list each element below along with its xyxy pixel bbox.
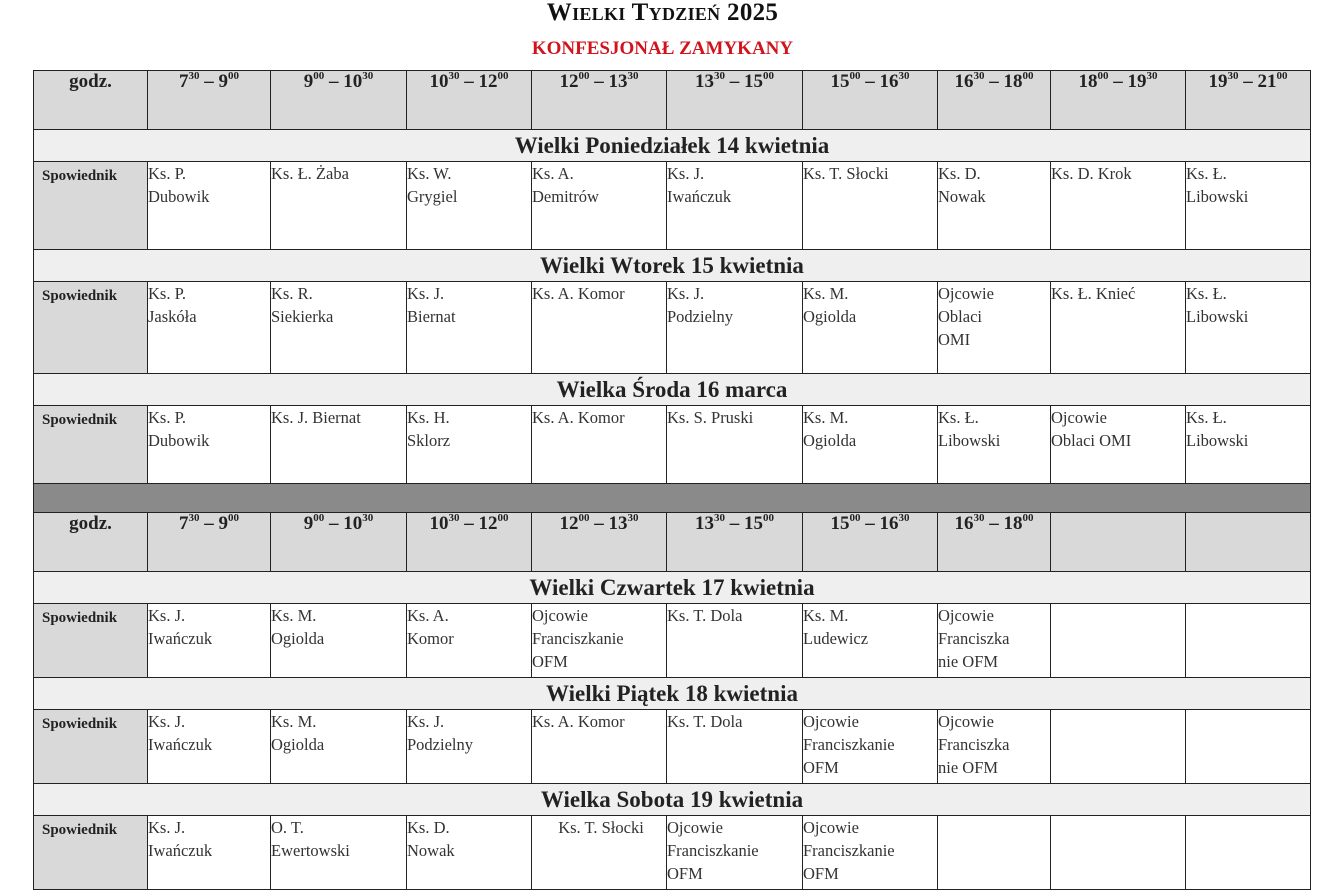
confessor-row <box>34 282 1311 374</box>
day-heading: Wielki Piątek 18 kwietnia <box>34 678 1311 710</box>
confessor-name: Ks. T. Dola <box>667 606 743 625</box>
time-slot-header: $18^{00} - 19^{30}$ <box>1051 71 1186 130</box>
slot-start-hour: 7 <box>179 71 189 92</box>
document-title: Wielki Tydzień 2025 <box>546 0 779 26</box>
slot-end-hour: 15 <box>744 71 763 92</box>
slot-end-minutes: 00 <box>497 512 509 524</box>
confessor-cell <box>532 406 667 484</box>
confessor-cell <box>532 282 667 374</box>
confessor-cell <box>667 710 803 784</box>
confessor-name: Ks. M. Ogiolda <box>803 284 857 326</box>
confessor-cell <box>1186 282 1311 374</box>
confessor-name: Ks. J. Iwańczuk <box>148 606 213 648</box>
slot-end-hour: 18 <box>1003 513 1023 534</box>
slot-start-hour: 7 <box>179 513 189 534</box>
header-row <box>34 513 1311 572</box>
row-label: Spowiednik <box>34 816 148 890</box>
slot-end-hour: 9 <box>218 513 228 534</box>
slot-start-minutes: 30 <box>714 512 725 524</box>
confession-schedule-table <box>33 70 1311 890</box>
confessor-cell <box>271 816 407 890</box>
confessor-name: Ks. Ł. Libowski <box>1186 284 1249 326</box>
day-heading-row <box>34 250 1311 282</box>
confessor-name: Ks. T. Słocki <box>558 818 644 837</box>
confessor-cell <box>271 162 407 250</box>
slot-end-minutes: 00 <box>763 512 774 524</box>
slot-start-hour: 15 <box>830 71 850 92</box>
confessor-cell <box>148 162 271 250</box>
confessor-name: Ks. Ł. Knieć <box>1051 284 1136 303</box>
confessor-name: Ojcowie Oblaci OMI <box>938 284 994 349</box>
confessor-cell <box>532 162 667 250</box>
confessor-cell <box>148 406 271 484</box>
confessor-cell <box>803 710 938 784</box>
slot-end-minutes: 30 <box>627 70 639 82</box>
slot-end-hour: 13 <box>608 513 628 534</box>
confessor-cell <box>148 816 271 890</box>
time-slot-header: $9^{00} - 10^{30}$ <box>271 71 407 130</box>
slot-start-hour: 13 <box>695 71 714 92</box>
slot-end-minutes: 30 <box>898 512 910 524</box>
empty-cell <box>1051 816 1186 890</box>
blank-header <box>1186 513 1311 572</box>
hours-label: godz. <box>34 71 148 130</box>
slot-end-hour: 10 <box>343 71 363 92</box>
slot-end-hour: 16 <box>879 513 899 534</box>
day-heading-row <box>34 572 1311 604</box>
confessor-cell <box>271 406 407 484</box>
slot-start-hour: 9 <box>303 71 314 92</box>
confessor-name: Ks. Ł. Libowski <box>938 408 1001 450</box>
confessor-name: Ks. M. Ogiolda <box>271 606 325 648</box>
confessor-name: Ks. T. Dola <box>667 712 743 731</box>
confessor-name: Ks. J. Podzielny <box>667 284 733 326</box>
confessor-cell <box>667 162 803 250</box>
slot-start-hour: 18 <box>1078 71 1098 92</box>
row-label: Spowiednik <box>34 162 148 250</box>
slot-start-hour: 16 <box>954 513 974 534</box>
slot-start-hour: 12 <box>559 71 579 92</box>
day-heading: Wielki Poniedziałek 14 kwietnia <box>34 130 1311 162</box>
confessor-name: Ks. J. Biernat <box>407 284 456 326</box>
confessor-cell <box>407 282 532 374</box>
confessor-name: Ks. D. Krok <box>1051 164 1132 183</box>
slot-end-hour: 12 <box>478 513 498 534</box>
time-slot-header: $10^{30} - 12^{00}$ <box>407 513 532 572</box>
slot-start-minutes: 30 <box>448 70 460 82</box>
day-heading: Wielki Wtorek 15 kwietnia <box>34 250 1311 282</box>
empty-cell <box>1186 604 1311 678</box>
confessor-name: Ks. D. Nowak <box>407 818 455 860</box>
confessor-cell <box>532 816 667 890</box>
confessor-cell <box>803 604 938 678</box>
closed-notice: KONFESJONAŁ ZAMYKANY <box>531 38 794 59</box>
confessor-name: Ojcowie Oblaci OMI <box>1051 408 1132 450</box>
slot-end-minutes: 00 <box>1276 70 1288 82</box>
slot-start-minutes: 00 <box>313 70 325 82</box>
confessor-cell <box>407 162 532 250</box>
confessor-row <box>34 816 1311 890</box>
slot-end-minutes: 00 <box>1022 70 1034 82</box>
slot-start-minutes: 30 <box>973 512 985 524</box>
slot-end-minutes: 30 <box>1146 70 1158 82</box>
confessor-name: Ojcowie Franciszkanie OFM <box>532 606 624 671</box>
confessor-name: Ks. H. Sklorz <box>407 408 451 450</box>
time-slot-header: $15^{00} - 16^{30}$ <box>803 513 938 572</box>
confessor-name: Ojcowie Franciszkanie OFM <box>803 818 895 883</box>
confessor-cell <box>667 282 803 374</box>
confessor-cell <box>803 406 938 484</box>
confessor-name: O. T. Ewertowski <box>271 818 350 860</box>
slot-end-minutes: 00 <box>1022 512 1034 524</box>
confessor-name: Ks. M. Ogiolda <box>271 712 325 754</box>
time-slot-header: $12^{00} - 13^{30}$ <box>532 71 667 130</box>
separator-bar <box>34 484 1311 513</box>
slot-start-hour: 12 <box>559 513 579 534</box>
confessor-cell <box>148 710 271 784</box>
confessor-cell <box>667 816 803 890</box>
slot-end-minutes: 30 <box>362 512 374 524</box>
slot-start-minutes: 00 <box>849 70 861 82</box>
slot-end-minutes: 30 <box>362 70 374 82</box>
slot-end-hour: 18 <box>1003 71 1023 92</box>
slot-start-minutes: 30 <box>973 70 985 82</box>
time-slot-header: $13^{30} - 15^{00}$ <box>667 71 803 130</box>
confessor-name: Ks. P. Jaskóła <box>148 284 197 326</box>
time-slot-header: $15^{00} - 16^{30}$ <box>803 71 938 130</box>
confessor-cell <box>938 162 1051 250</box>
confessor-name: Ks. W. Grygiel <box>407 164 458 206</box>
confessor-cell <box>148 282 271 374</box>
slot-start-minutes: 30 <box>714 70 725 82</box>
slot-start-minutes: 30 <box>448 512 460 524</box>
confessor-cell <box>407 816 532 890</box>
confessor-cell <box>803 282 938 374</box>
time-slot-header: $12^{00} - 13^{30}$ <box>532 513 667 572</box>
confessor-name: Ks. M. Ludewicz <box>803 606 869 648</box>
confessor-name: Ks. D. Nowak <box>938 164 986 206</box>
confessor-cell <box>938 710 1051 784</box>
time-slot-header: $9^{00} - 10^{30}$ <box>271 513 407 572</box>
time-slot-header: $16^{30} - 18^{00}$ <box>938 71 1051 130</box>
day-heading: Wielka Sobota 19 kwietnia <box>34 784 1311 816</box>
day-heading: Wielka Środa 16 marca <box>34 374 1311 406</box>
confessor-cell <box>938 604 1051 678</box>
time-slot-header: $7^{30} - 9^{00}$ <box>148 71 271 130</box>
confessor-name: Ks. J. Podzielny <box>407 712 473 754</box>
slot-start-hour: 15 <box>830 513 850 534</box>
confessor-cell <box>407 406 532 484</box>
confessor-name: Ks. Ł. Żaba <box>271 164 349 183</box>
slot-end-hour: 12 <box>478 71 498 92</box>
time-slot-header: $16^{30} - 18^{00}$ <box>938 513 1051 572</box>
confessor-row <box>34 406 1311 484</box>
confessor-name: Ks. R. Siekierka <box>271 284 334 326</box>
slot-start-hour: 10 <box>429 513 449 534</box>
day-heading: Wielki Czwartek 17 kwietnia <box>34 572 1311 604</box>
confessor-cell <box>667 604 803 678</box>
day-heading-row <box>34 678 1311 710</box>
confessor-name: Ks. A. Demitrów <box>532 164 599 206</box>
slot-end-minutes: 00 <box>228 512 239 524</box>
confessor-cell <box>1051 406 1186 484</box>
confessor-cell <box>938 282 1051 374</box>
confessor-cell <box>407 710 532 784</box>
confessor-cell <box>938 406 1051 484</box>
confessor-cell <box>148 604 271 678</box>
confessor-name: Ks. P. Dubowik <box>148 408 210 450</box>
day-heading-row <box>34 130 1311 162</box>
confessor-name: Ks. J. Iwańczuk <box>148 818 213 860</box>
hours-label: godz. <box>34 513 148 572</box>
slot-end-hour: 21 <box>1257 71 1277 92</box>
time-slot-header: $19^{30} - 21^{00}$ <box>1186 71 1311 130</box>
slot-end-hour: 16 <box>879 71 899 92</box>
row-label: Spowiednik <box>34 282 148 374</box>
row-label: Spowiednik <box>34 604 148 678</box>
empty-cell <box>1186 710 1311 784</box>
confessor-name: Ks. J. Biernat <box>271 408 361 427</box>
confessor-cell <box>532 710 667 784</box>
empty-cell <box>938 816 1051 890</box>
confessor-name: Ks. J. Iwańczuk <box>148 712 213 754</box>
slot-end-minutes: 30 <box>627 512 639 524</box>
confessor-cell <box>532 604 667 678</box>
confessor-cell <box>1186 406 1311 484</box>
slot-start-hour: 16 <box>954 71 974 92</box>
time-slot-header: $7^{30} - 9^{00}$ <box>148 513 271 572</box>
slot-end-minutes: 00 <box>228 70 239 82</box>
slot-end-hour: 19 <box>1127 71 1147 92</box>
confessor-cell <box>1051 162 1186 250</box>
blank-header <box>1051 513 1186 572</box>
confessor-cell <box>667 406 803 484</box>
slot-start-minutes: 00 <box>313 512 325 524</box>
confessor-name: Ojcowie Franciszka nie OFM <box>938 712 1010 777</box>
confessor-name: Ks. Ł. Libowski <box>1186 408 1249 450</box>
confessor-cell <box>407 604 532 678</box>
slot-start-minutes: 00 <box>578 512 590 524</box>
confessor-cell <box>803 162 938 250</box>
slot-start-minutes: 30 <box>188 70 200 82</box>
slot-end-hour: 13 <box>608 71 628 92</box>
confessor-name: Ks. T. Słocki <box>803 164 889 183</box>
slot-end-minutes: 00 <box>497 70 509 82</box>
time-slot-header: $10^{30} - 12^{00}$ <box>407 71 532 130</box>
confessor-name: Ks. S. Pruski <box>667 408 754 427</box>
slot-start-hour: 13 <box>695 513 714 534</box>
empty-cell <box>1051 710 1186 784</box>
confessor-name: Ks. J. Iwańczuk <box>667 164 732 206</box>
slot-end-hour: 15 <box>744 513 763 534</box>
slot-start-hour: 19 <box>1208 71 1228 92</box>
empty-cell <box>1186 816 1311 890</box>
slot-end-hour: 9 <box>218 71 228 92</box>
confessor-cell <box>271 604 407 678</box>
slot-start-minutes: 00 <box>849 512 861 524</box>
day-heading-row <box>34 784 1311 816</box>
confessor-row <box>34 710 1311 784</box>
slot-end-hour: 10 <box>343 513 363 534</box>
slot-start-minutes: 00 <box>1097 70 1109 82</box>
header-row <box>34 71 1311 130</box>
confessor-row <box>34 604 1311 678</box>
slot-start-minutes: 00 <box>578 70 590 82</box>
slot-start-minutes: 30 <box>1227 70 1239 82</box>
confessor-name: Ojcowie Franciszkanie OFM <box>803 712 895 777</box>
confessor-name: Ks. P. Dubowik <box>148 164 210 206</box>
slot-end-minutes: 00 <box>763 70 774 82</box>
empty-cell <box>1051 604 1186 678</box>
confessor-cell <box>1051 282 1186 374</box>
slot-start-hour: 9 <box>303 513 314 534</box>
confessor-name: Ojcowie Franciszkanie OFM <box>667 818 759 883</box>
time-slot-header: $13^{30} - 15^{00}$ <box>667 513 803 572</box>
confessor-row <box>34 162 1311 250</box>
confessor-name: Ks. Ł. Libowski <box>1186 164 1249 206</box>
section-separator <box>34 484 1311 513</box>
row-label: Spowiednik <box>34 710 148 784</box>
confessor-name: Ojcowie Franciszka nie OFM <box>938 606 1010 671</box>
day-heading-row <box>34 374 1311 406</box>
row-label: Spowiednik <box>34 406 148 484</box>
confessor-cell <box>271 710 407 784</box>
confessor-name: Ks. A. Komor <box>407 606 454 648</box>
confessor-name: Ks. M. Ogiolda <box>803 408 857 450</box>
slot-end-minutes: 30 <box>898 70 910 82</box>
confessor-cell <box>271 282 407 374</box>
confessor-name: Ks. A. Komor <box>532 284 625 303</box>
slot-start-minutes: 30 <box>188 512 200 524</box>
confessor-cell <box>1186 162 1311 250</box>
slot-start-hour: 10 <box>429 71 449 92</box>
confessor-name: Ks. A. Komor <box>532 712 625 731</box>
confessor-name: Ks. A. Komor <box>532 408 625 427</box>
confessor-cell <box>803 816 938 890</box>
